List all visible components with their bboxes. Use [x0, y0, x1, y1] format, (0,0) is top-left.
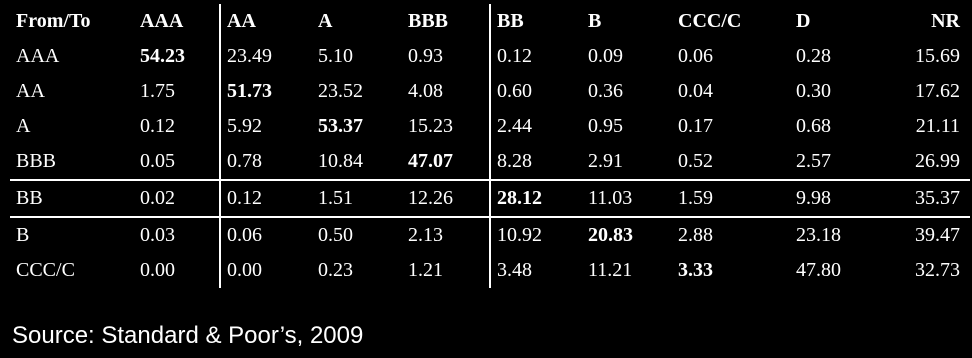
table-cell: 0.30: [796, 80, 831, 102]
row-label: AA: [16, 80, 45, 102]
transition-matrix-table: [10, 4, 970, 288]
table-cell: 1.51: [312, 180, 402, 217]
table-cell: 0.12: [220, 180, 312, 217]
table-cell: 0.00: [140, 259, 175, 281]
header-ccc-c: CCC/C: [678, 10, 742, 32]
table-body: [10, 39, 970, 288]
table-cell: 47.80: [796, 259, 841, 281]
row-label: AAA: [16, 45, 60, 67]
table-cell: 0.00: [220, 253, 312, 288]
table-cell: 0.60: [490, 74, 582, 109]
header-d: D: [796, 10, 811, 32]
table-cell: 28.12: [490, 180, 582, 217]
table-cell: 15.69: [915, 45, 960, 67]
table-cell: 8.28: [490, 144, 582, 180]
header-aaa: AAA: [140, 10, 184, 32]
table-cell: 0.03: [140, 224, 175, 246]
table-cell: 0.12: [490, 39, 582, 74]
table-cell: 12.26: [402, 180, 490, 217]
header-from-to: From/To: [16, 10, 91, 32]
table-cell: 0.17: [678, 115, 713, 137]
table-cell: 54.23: [140, 45, 185, 67]
table-cell: 0.68: [796, 115, 831, 137]
table-cell: 3.33: [678, 259, 713, 281]
table-row: [10, 39, 970, 74]
table-cell: 0.06: [220, 217, 312, 253]
header-bbb: BBB: [408, 10, 449, 32]
table-cell: 1.59: [672, 180, 790, 217]
table-cell: 0.52: [678, 150, 713, 172]
table-cell: 1.21: [408, 259, 443, 281]
table-row: [10, 217, 970, 253]
table-cell: 2.13: [408, 224, 443, 246]
header-bb: BB: [490, 4, 582, 39]
table-cell: 26.99: [915, 150, 960, 172]
table-cell: 0.95: [588, 115, 623, 137]
table-cell: 10.92: [490, 217, 582, 253]
table-cell: 47.07: [408, 150, 453, 172]
header-aa: AA: [220, 4, 312, 39]
row-label: BB: [10, 180, 134, 217]
table-cell: 0.93: [408, 45, 443, 67]
table-cell: 17.62: [915, 80, 960, 102]
table-cell: 2.57: [796, 150, 831, 172]
table-cell: 15.23: [408, 115, 453, 137]
table-row: [10, 253, 970, 288]
table-cell: 0.28: [796, 45, 831, 67]
table-cell: 23.49: [220, 39, 312, 74]
header-b: B: [588, 10, 602, 32]
table-cell: 53.37: [318, 115, 363, 137]
table-cell: 20.83: [588, 224, 633, 246]
table-cell: 11.03: [582, 180, 672, 217]
row-label: B: [16, 224, 30, 246]
table-cell: 10.84: [318, 150, 363, 172]
table-cell: 51.73: [220, 74, 312, 109]
table-row: [10, 144, 970, 180]
table-cell: 5.10: [318, 45, 353, 67]
table-cell: 3.48: [490, 253, 582, 288]
table-cell: 23.52: [318, 80, 363, 102]
table-cell: 0.04: [678, 80, 713, 102]
header-nr: NR: [931, 10, 960, 32]
table-cell: 0.50: [318, 224, 353, 246]
table-cell: 21.11: [915, 115, 960, 137]
table-row: [10, 180, 970, 217]
table-cell: 9.98: [790, 180, 880, 217]
table-row: [10, 74, 970, 109]
table-cell: 1.75: [140, 80, 175, 102]
source-caption: Source: Standard & Poor’s, 2009: [12, 322, 364, 349]
table-cell: 0.02: [134, 180, 220, 217]
table-cell: 2.88: [678, 224, 713, 246]
table-cell: 2.44: [490, 109, 582, 144]
table-cell: 0.12: [140, 115, 175, 137]
row-label: CCC/C: [16, 259, 75, 281]
row-label: BBB: [16, 150, 57, 172]
table-cell: 32.73: [915, 259, 960, 281]
table-cell: 35.37: [880, 180, 970, 217]
header-a: A: [318, 10, 333, 32]
table-cell: 23.18: [796, 224, 841, 246]
table-cell: 0.09: [588, 45, 623, 67]
table-cell: 39.47: [915, 224, 960, 246]
table-cell: 0.23: [318, 259, 353, 281]
table-cell: 0.06: [678, 45, 713, 67]
table-cell: 0.05: [140, 150, 175, 172]
table-row: [10, 109, 970, 144]
row-label: A: [16, 115, 31, 137]
table-cell: 0.36: [588, 80, 623, 102]
table-cell: 11.21: [588, 259, 633, 281]
table-cell: 2.91: [588, 150, 623, 172]
header-row: [10, 4, 970, 39]
table-cell: 5.92: [220, 109, 312, 144]
table-cell: 4.08: [408, 80, 443, 102]
table-cell: 0.78: [220, 144, 312, 180]
